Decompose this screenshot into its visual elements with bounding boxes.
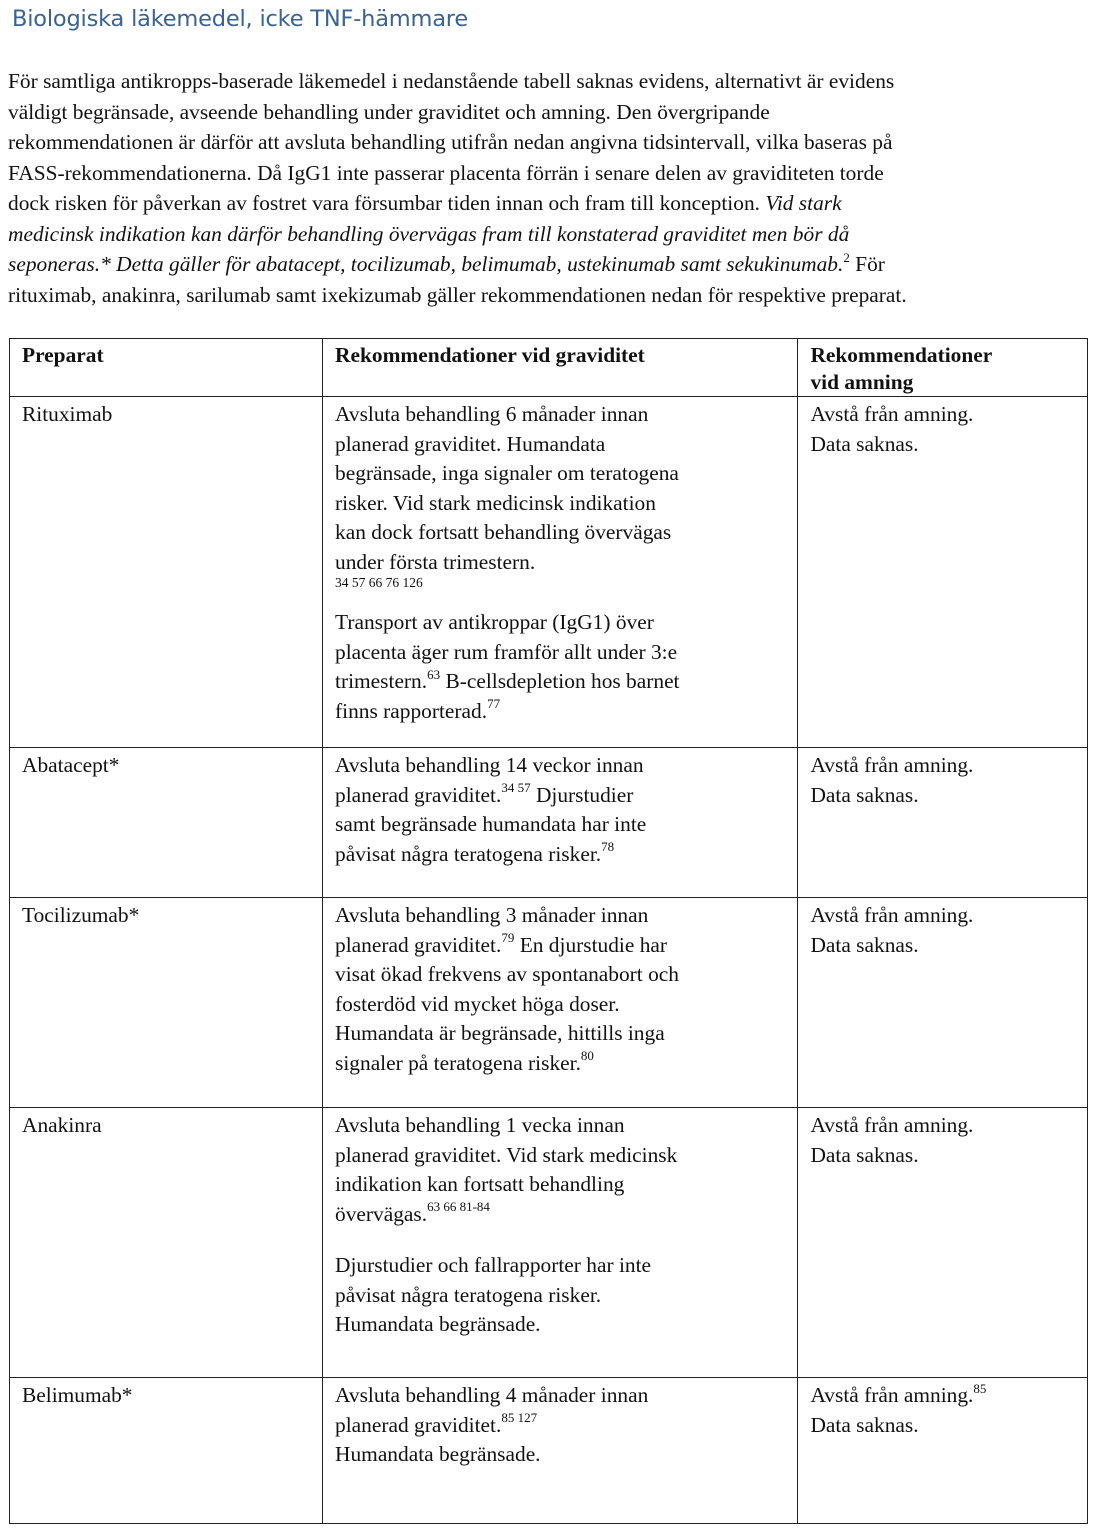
table-row	[10, 1108, 1088, 1378]
cell-line	[335, 697, 785, 727]
drug-name-cell: Anakinra	[10, 1108, 323, 1378]
cell-line: risker. Vid stark medicinsk indikation	[335, 490, 656, 515]
cell-text: Avstå från amning.	[810, 1383, 974, 1407]
cell-text: planerad graviditet.	[335, 1412, 502, 1437]
cell-line: Humandata begränsade.	[335, 1442, 541, 1466]
cell-line: Avstå från amning.	[810, 1113, 974, 1137]
intro-italic-text: medicinsk indikation kan därför behandling övervägas fram till konstaterad graviditet men bör då	[8, 221, 850, 246]
table-row	[10, 397, 1088, 748]
cell-line: planerad graviditet. Vid stark medicinsk	[335, 1142, 678, 1167]
cell-line: Humandata begränsade.	[335, 1312, 541, 1336]
intro-line: För samtliga antikropps-baserade läkemedel i nedanstående tabell saknas evidens, alternativt är evidens	[8, 69, 895, 93]
header-amning-line: Rekommendationer	[810, 343, 993, 367]
cell-line: Avsluta behandling 4 månader innan	[335, 1383, 649, 1407]
drug-name-cell: Tocilizumab*	[10, 898, 323, 1108]
intro-line: väldigt begränsade, avseende behandling under graviditet och amning. Den övergripande	[8, 99, 770, 124]
reference-superscript: 85	[973, 1380, 987, 1396]
cell-line	[335, 931, 785, 961]
reference-superscript: 85 127	[501, 1410, 538, 1426]
cell-line: Data saknas.	[810, 932, 919, 957]
cell-line: Avstå från amning.	[810, 903, 974, 927]
intro-line	[8, 188, 1108, 219]
pregnancy-cell	[323, 748, 798, 898]
cell-text: trimestern.	[335, 669, 428, 693]
breastfeeding-cell	[798, 1378, 1088, 1524]
cell-line: kan dock fortsatt behandling övervägas	[335, 520, 672, 544]
cell-text: signaler på teratogena risker.	[335, 1050, 581, 1075]
reference-superscript: 78	[601, 839, 615, 855]
reference-superscript: 63	[427, 666, 441, 682]
intro-text: För	[849, 252, 885, 276]
pregnancy-cell	[323, 397, 798, 748]
cell-line: Data saknas.	[810, 1142, 919, 1167]
page-title: Biologiska läkemedel, icke TNF-hämmare	[12, 6, 469, 32]
cell-line: Avstå från amning.	[810, 402, 974, 426]
cell-line: fosterdöd vid mycket höga doser.	[335, 991, 620, 1016]
reference-superscript: 63 66 81-84	[427, 1199, 490, 1215]
cell-line: Transport av antikroppar (IgG1) över	[335, 610, 654, 634]
cell-line: Djurstudier och fallrapporter har inte	[335, 1253, 652, 1277]
reference-superscript: 79	[501, 930, 515, 946]
pregnancy-cell	[323, 898, 798, 1108]
intro-text: dock risken för påverkan av fostret vara försumbar tiden innan och fram till konception.	[8, 191, 766, 215]
intro-line: rituximab, anakinra, sarilumab samt ixekizumab gäller rekommendationen nedan för respektive preparat.	[8, 282, 907, 307]
table-row	[10, 748, 1088, 898]
paragraph-gap	[335, 1229, 785, 1251]
breastfeeding-cell	[798, 898, 1088, 1108]
pregnancy-cell	[323, 1108, 798, 1378]
cell-line	[335, 840, 785, 870]
cell-line: Data saknas.	[810, 431, 919, 456]
intro-line: rekommendationen är därför att avsluta behandling utifrån nedan angivna tidsintervall, vilka baseras på	[8, 130, 893, 154]
header-graviditet: Rekommendationer vid graviditet	[323, 339, 798, 397]
cell-line: samt begränsade humandata har inte	[335, 812, 647, 836]
reference-superscript: 2	[843, 249, 850, 265]
cell-text: En djurstudie har	[514, 932, 668, 957]
cell-line: Avsluta behandling 14 veckor innan	[335, 753, 644, 777]
cell-text: Djurstudier	[530, 782, 634, 807]
header-preparat: Preparat	[10, 339, 323, 397]
cell-line: begränsade, inga signaler om teratogena	[335, 461, 679, 485]
reference-superscript: 80	[580, 1048, 594, 1064]
pregnancy-cell	[323, 1378, 798, 1524]
cell-line: placenta äger rum framför allt under 3:e	[335, 639, 678, 664]
cell-line: Data saknas.	[810, 1412, 919, 1437]
cell-text: finns rapporterad.	[335, 698, 488, 723]
cell-line: under första trimestern.	[335, 549, 536, 574]
cell-line: påvisat några teratogena risker.	[335, 1282, 602, 1307]
cell-line: indikation kan fortsatt behandling	[335, 1172, 625, 1196]
table-header-row	[10, 339, 1088, 397]
table-row	[10, 1378, 1088, 1524]
intro-line	[8, 219, 1108, 250]
cell-line	[810, 1381, 1075, 1411]
cell-line: visat ökad frekvens av spontanabort och	[335, 962, 679, 986]
reference-superscript: 77	[487, 696, 501, 712]
intro-italic-text: seponeras.* Detta gäller för abatacept, tocilizumab, belimumab, ustekinumab samt sekukinumab.	[8, 252, 844, 276]
cell-line	[335, 1049, 785, 1079]
cell-line: Data saknas.	[810, 782, 919, 807]
reference-list: 34 57 66 76 126	[335, 575, 423, 590]
cell-line	[335, 781, 785, 811]
cell-line: planerad graviditet. Humandata	[335, 431, 606, 456]
intro-line: FASS-rekommendationerna. Då IgG1 inte passerar placenta förrän i senare delen av graviditeten torde	[8, 160, 884, 185]
cell-line: Avsluta behandling 3 månader innan	[335, 903, 649, 927]
cell-text: B-cellsdepletion hos barnet	[440, 669, 680, 693]
breastfeeding-cell	[798, 397, 1088, 748]
cell-text: planerad graviditet.	[335, 932, 502, 957]
drug-name-cell: Belimumab*	[10, 1378, 323, 1524]
cell-line	[335, 1411, 785, 1441]
breastfeeding-cell	[798, 1108, 1088, 1378]
intro-italic-text: Vid stark	[765, 191, 842, 215]
reference-superscript: 34 57	[501, 780, 531, 796]
breastfeeding-cell	[798, 748, 1088, 898]
cell-line	[335, 1200, 785, 1230]
cell-line	[335, 667, 785, 697]
cell-line: Avsluta behandling 1 vecka innan	[335, 1113, 625, 1137]
header-amning-line: vid amning	[810, 370, 914, 394]
recommendations-table	[9, 338, 1088, 1524]
drug-name-cell: Abatacept*	[10, 748, 323, 898]
header-amning	[798, 339, 1088, 397]
cell-text: planerad graviditet.	[335, 782, 502, 807]
drug-name-cell: Rituximab	[10, 397, 323, 748]
intro-paragraph	[8, 66, 1108, 310]
intro-line	[8, 249, 1108, 280]
cell-text: påvisat några teratogena risker.	[335, 841, 602, 866]
cell-text: övervägas.	[335, 1201, 428, 1226]
cell-line: Humandata är begränsade, hittills inga	[335, 1021, 665, 1045]
cell-line: Avsluta behandling 6 månader innan	[335, 402, 649, 426]
cell-line: Avstå från amning.	[810, 753, 974, 777]
table-row	[10, 898, 1088, 1108]
